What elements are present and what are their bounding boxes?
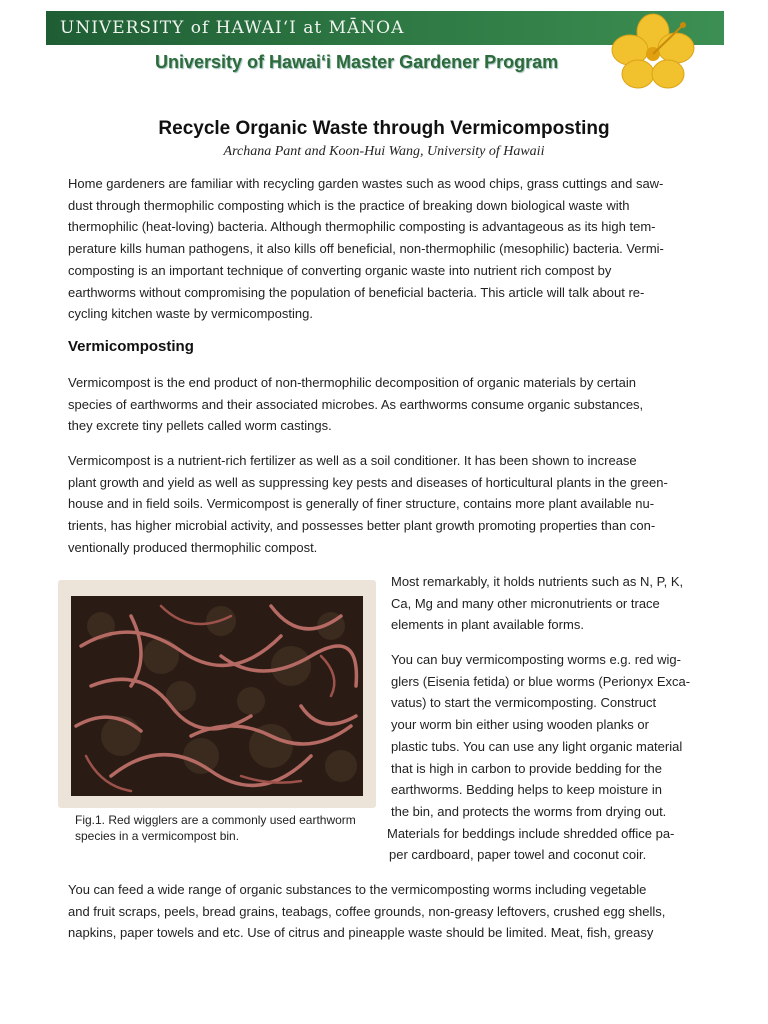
text-line: earthworms without compromising the population of beneficial bacteria. This article will talk about re- — [68, 284, 645, 300]
text-line: trients, has higher microbial activity, and possesses better plant growth promoting properties than con- — [68, 518, 656, 534]
text-line: the bin, and protects the worms from drying out. — [391, 803, 667, 819]
text-line: Materials for beddings include shredded office pa- — [387, 825, 675, 841]
text-line: thermophilic (heat-loving) bacteria. Although thermophilic composting is advantageous as its high tem- — [68, 219, 656, 235]
text-line: ventionally produced thermophilic compost. — [68, 539, 318, 555]
hibiscus-logo-icon — [608, 10, 698, 90]
text-line: they excrete tiny pellets called worm castings. — [68, 418, 332, 434]
right-column-paragraph-2 — [387, 649, 711, 866]
text-line: Vermicompost is a nutrient-rich fertilizer as well as a soil conditioner. It has been shown to increase — [68, 453, 637, 468]
vermicompost-paragraph-1 — [68, 372, 708, 437]
text-line: plastic tubs. You can use any light organic material — [391, 738, 683, 754]
text-line: napkins, paper towels and etc. Use of citrus and pineapple waste should be limited. Meat, fish, greasy — [68, 925, 654, 941]
university-name: UNIVERSITY of HAWAI‘I at MĀNOA — [60, 18, 405, 38]
text-line: Home gardeners are familiar with recycling garden wastes such as wood chips, grass cuttings and saw- — [68, 176, 664, 191]
section-heading: Vermicomposting — [68, 338, 194, 355]
worm-photo — [71, 596, 363, 796]
text-line: perature kills human pathogens, it also kills off beneficial, non-thermophilic (mesophilic) bacteria. Vermi- — [68, 241, 664, 257]
article-title: Recycle Organic Waste through Vermicomposting — [158, 118, 610, 139]
text-line: vatus) to start the vermicomposting. Construct — [391, 695, 657, 711]
text-line: and fruit scraps, peels, bread grains, teabags, coffee grounds, non-greasy leftovers, crushed egg shells, — [68, 903, 666, 919]
program-title: University of Hawai‘i Master Gardener Program — [155, 52, 559, 72]
text-line: elements in plant available forms. — [391, 617, 584, 633]
figure-caption — [75, 812, 375, 844]
intro-paragraph — [68, 173, 708, 325]
article-authors: Archana Pant and Koon-Hui Wang, University of Hawaii — [223, 144, 545, 159]
text-line: You can buy vermicomposting worms e.g. red wig- — [391, 652, 681, 667]
caption-line: Fig.1. Red wigglers are a commonly used earthworm — [75, 813, 356, 827]
text-line: plant growth and yield as well as suppressing key pests and diseases of horticultural plants in the green- — [68, 474, 668, 490]
text-line: dust through thermophilic composting which is the practice of breaking down biological waste with — [68, 197, 630, 213]
caption-line: species in a vermicompost bin. — [75, 829, 240, 843]
text-line: that is high in carbon to provide bedding for the — [391, 760, 663, 776]
text-line: glers (Eisenia fetida) or blue worms (Perionyx Exca- — [391, 673, 691, 689]
vermicompost-paragraph-2 — [68, 450, 708, 559]
text-line: You can feed a wide range of organic substances to the vermicomposting worms including vegetable — [68, 882, 647, 897]
text-line: cycling kitchen waste by vermicomposting. — [68, 306, 313, 322]
figure-worms — [58, 580, 376, 808]
text-line: your worm bin either using wooden planks or — [391, 717, 649, 733]
text-line: species of earthworms and their associated microbes. As earthworms consume organic substances, — [68, 396, 644, 412]
text-line: earthworms. Bedding helps to keep moisture in — [391, 782, 662, 798]
text-line: house and in field soils. Vermicompost is generally of finer structure, contains more plant available nu- — [68, 496, 655, 512]
text-line: per cardboard, paper towel and coconut coir. — [389, 847, 647, 863]
text-line: Most remarkably, it holds nutrients such as N, P, K, — [391, 574, 684, 589]
feeding-paragraph — [68, 879, 708, 944]
text-line: Vermicompost is the end product of non-thermophilic decomposition of organic materials by certain — [68, 375, 636, 390]
text-line: Ca, Mg and many other micronutrients or trace — [391, 595, 660, 611]
right-column-paragraph-1 — [391, 571, 711, 636]
text-line: composting is an important technique of converting organic waste into nutrient rich compost by — [68, 262, 612, 278]
